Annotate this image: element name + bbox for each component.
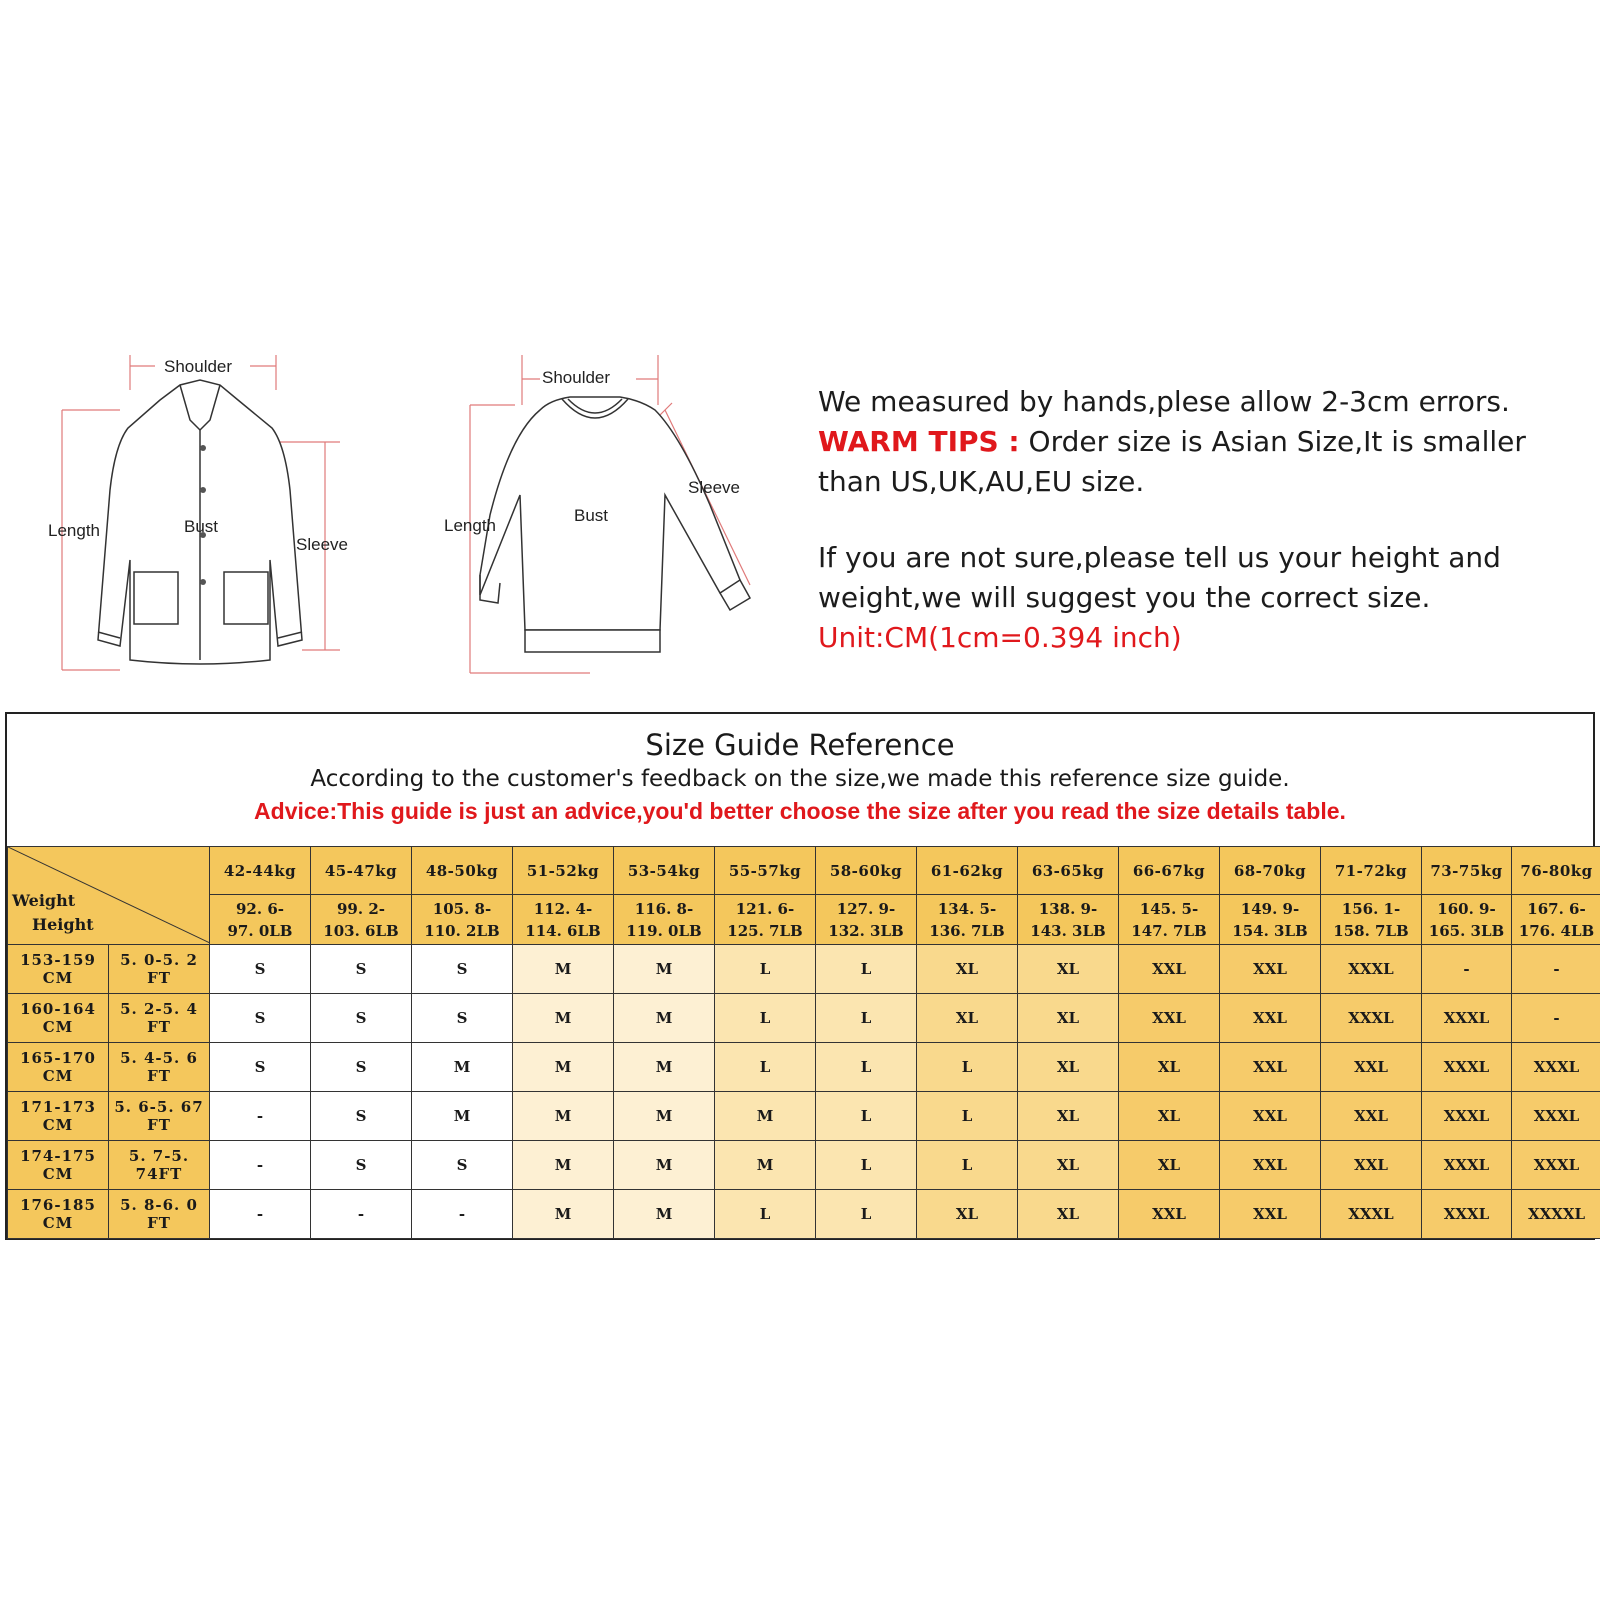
height-cm-cell: 153-159 CM <box>8 945 109 994</box>
size-cell: S <box>412 945 513 994</box>
size-cell: XXL <box>1119 1190 1220 1239</box>
size-cell: L <box>816 945 917 994</box>
table-row <box>8 994 1600 1043</box>
size-cell: XXXL <box>1512 1092 1600 1141</box>
size-cell: XL <box>917 994 1018 1043</box>
size-cell: XXL <box>1321 1092 1422 1141</box>
weight-kg-header: 51-52kg <box>513 847 614 895</box>
size-cell: M <box>513 1141 614 1190</box>
size-cell: M <box>715 1092 816 1141</box>
size-cell: XXXL <box>1422 1043 1512 1092</box>
jacket-diagram <box>40 350 360 680</box>
size-cell: XXXL <box>1512 1043 1600 1092</box>
size-cell: XXXL <box>1512 1141 1600 1190</box>
size-cell: L <box>816 994 917 1043</box>
weight-kg-header: 73-75kg <box>1422 847 1512 895</box>
weight-lb-header: 112. 4- 114. 6LB <box>513 895 614 945</box>
size-cell: M <box>513 945 614 994</box>
table-row <box>8 1092 1600 1141</box>
size-cell: - <box>210 1190 311 1239</box>
height-cm-cell: 165-170 CM <box>8 1043 109 1092</box>
table-row <box>8 1190 1600 1239</box>
size-cell: S <box>210 994 311 1043</box>
warm-tips-text: Order size is Asian Size,It is smaller than US,UK,AU,EU size. <box>818 425 1526 498</box>
size-cell: XL <box>1018 1043 1119 1092</box>
height-ft-cell: 5. 4-5. 6 FT <box>109 1043 210 1092</box>
jacket-bust-label: Bust <box>184 517 219 536</box>
size-cell: M <box>513 994 614 1043</box>
size-guide-header <box>7 714 1593 846</box>
size-cell: XXXL <box>1422 1190 1512 1239</box>
size-cell: M <box>513 1043 614 1092</box>
size-cell: XL <box>917 1190 1018 1239</box>
weight-lb-header: 149. 9- 154. 3LB <box>1220 895 1321 945</box>
weight-lb-header: 121. 6- 125. 7LB <box>715 895 816 945</box>
weight-lb-header: 105. 8- 110. 2LB <box>412 895 513 945</box>
height-cm-cell: 160-164 CM <box>8 994 109 1043</box>
size-guide-subtitle: According to the customer's feedback on the size,we made this reference size guide. <box>310 766 1290 792</box>
size-cell: XXXL <box>1321 945 1422 994</box>
size-cell: XXL <box>1321 1043 1422 1092</box>
size-cell: S <box>412 994 513 1043</box>
weight-kg-header: 61-62kg <box>917 847 1018 895</box>
size-cell: S <box>311 994 412 1043</box>
weight-kg-header: 58-60kg <box>816 847 917 895</box>
corner-height-label: Height <box>32 915 94 934</box>
size-cell: L <box>715 1190 816 1239</box>
size-cell: XXL <box>1220 994 1321 1043</box>
size-cell: S <box>311 1043 412 1092</box>
unit-note: Unit:CM(1cm=0.394 inch) <box>818 621 1182 654</box>
weight-lb-header: 160. 9- 165. 3LB <box>1422 895 1512 945</box>
size-cell: L <box>917 1092 1018 1141</box>
weight-kg-header: 55-57kg <box>715 847 816 895</box>
weight-kg-header: 68-70kg <box>1220 847 1321 895</box>
measure-note: We measured by hands,plese allow 2-3cm errors. <box>818 385 1510 418</box>
size-guide-title: Size Guide Reference <box>645 728 955 762</box>
size-cell: XXL <box>1220 1141 1321 1190</box>
size-cell: XL <box>917 945 1018 994</box>
weight-kg-header: 45-47kg <box>311 847 412 895</box>
size-cell: XXL <box>1220 1190 1321 1239</box>
size-cell: XXXL <box>1422 994 1512 1043</box>
size-cell: L <box>715 945 816 994</box>
size-cell: XXL <box>1220 945 1321 994</box>
sweater-shoulder-label: Shoulder <box>542 368 611 387</box>
size-cell: XXL <box>1119 945 1220 994</box>
table-row <box>8 1141 1600 1190</box>
size-cell: - <box>210 1092 311 1141</box>
weight-kg-header: 53-54kg <box>614 847 715 895</box>
suggestion-note: If you are not sure,please tell us your height and weight,we will suggest you the correct size. <box>818 541 1501 614</box>
size-cell: L <box>715 1043 816 1092</box>
height-ft-cell: 5. 7-5. 74FT <box>109 1141 210 1190</box>
size-cell: XL <box>1119 1043 1220 1092</box>
size-cell: M <box>614 1043 715 1092</box>
size-cell: - <box>412 1190 513 1239</box>
height-ft-cell: 5. 8-6. 0 FT <box>109 1190 210 1239</box>
size-cell: M <box>614 1092 715 1141</box>
sweater-bust-label: Bust <box>574 506 609 525</box>
size-cell: M <box>412 1092 513 1141</box>
size-cell: S <box>311 1092 412 1141</box>
size-cell: XXL <box>1220 1092 1321 1141</box>
size-cell: M <box>614 1141 715 1190</box>
size-cell: S <box>311 945 412 994</box>
height-ft-cell: 5. 0-5. 2 FT <box>109 945 210 994</box>
height-ft-cell: 5. 2-5. 4 FT <box>109 994 210 1043</box>
size-cell: XL <box>1018 1092 1119 1141</box>
warm-tips-label: WARM TIPS : <box>818 425 1020 458</box>
warm-tips <box>818 422 1578 502</box>
measurement-notes <box>818 382 1578 658</box>
weight-kg-header: 48-50kg <box>412 847 513 895</box>
jacket-length-label: Length <box>48 521 100 540</box>
size-cell: L <box>816 1190 917 1239</box>
size-cell: XXL <box>1220 1043 1321 1092</box>
jacket-sleeve-label: Sleeve <box>296 535 348 554</box>
size-cell: - <box>1512 945 1600 994</box>
height-cm-cell: 176-185 CM <box>8 1190 109 1239</box>
size-cell: M <box>412 1043 513 1092</box>
size-cell: XXXL <box>1321 994 1422 1043</box>
size-cell: - <box>311 1190 412 1239</box>
size-cell: M <box>614 994 715 1043</box>
size-cell: M <box>513 1190 614 1239</box>
size-cell: XL <box>1018 994 1119 1043</box>
size-cell: S <box>412 1141 513 1190</box>
size-cell: XL <box>1018 1190 1119 1239</box>
size-cell: XXXXL <box>1512 1190 1600 1239</box>
weight-kg-header: 63-65kg <box>1018 847 1119 895</box>
weight-kg-header: 76-80kg <box>1512 847 1600 895</box>
weight-lb-header: 92. 6- 97. 0LB <box>210 895 311 945</box>
corner-header <box>8 847 210 945</box>
size-cell: XXXL <box>1422 1092 1512 1141</box>
size-cell: L <box>816 1141 917 1190</box>
table-row <box>8 945 1600 994</box>
size-cell: XL <box>1018 1141 1119 1190</box>
height-ft-cell: 5. 6-5. 67 FT <box>109 1092 210 1141</box>
height-cm-cell: 174-175 CM <box>8 1141 109 1190</box>
size-cell: M <box>513 1092 614 1141</box>
size-cell: L <box>816 1092 917 1141</box>
size-cell: XXL <box>1119 994 1220 1043</box>
weight-kg-header: 42-44kg <box>210 847 311 895</box>
sweater-length-label: Length <box>444 516 496 535</box>
sweater-diagram <box>440 355 790 685</box>
size-cell: M <box>614 945 715 994</box>
size-cell: L <box>917 1141 1018 1190</box>
size-guide <box>5 712 1595 1240</box>
weight-lb-header: 138. 9- 143. 3LB <box>1018 895 1119 945</box>
size-cell: - <box>1512 994 1600 1043</box>
height-cm-cell: 171-173 CM <box>8 1092 109 1141</box>
jacket-shoulder-label: Shoulder <box>164 357 233 376</box>
weight-kg-header: 71-72kg <box>1321 847 1422 895</box>
weight-lb-header: 167. 6- 176. 4LB <box>1512 895 1600 945</box>
size-cell: L <box>816 1043 917 1092</box>
size-cell: XL <box>1119 1141 1220 1190</box>
weight-lb-header: 134. 5- 136. 7LB <box>917 895 1018 945</box>
table-row <box>8 1043 1600 1092</box>
size-cell: L <box>917 1043 1018 1092</box>
size-cell: M <box>715 1141 816 1190</box>
corner-weight-label: Weight <box>12 891 76 910</box>
weight-lb-header: 116. 8- 119. 0LB <box>614 895 715 945</box>
size-cell: XXXL <box>1422 1141 1512 1190</box>
sweater-sleeve-label: Sleeve <box>688 478 740 497</box>
weight-lb-header: 145. 5- 147. 7LB <box>1119 895 1220 945</box>
weight-lb-header: 156. 1- 158. 7LB <box>1321 895 1422 945</box>
size-table <box>7 846 1600 1239</box>
size-cell: S <box>311 1141 412 1190</box>
size-cell: M <box>614 1190 715 1239</box>
size-cell: XL <box>1119 1092 1220 1141</box>
size-cell: S <box>210 1043 311 1092</box>
size-cell: XL <box>1018 945 1119 994</box>
size-guide-advice: Advice:This guide is just an advice,you'd better choose the size after you read the size details table. <box>254 798 1346 824</box>
weight-kg-header: 66-67kg <box>1119 847 1220 895</box>
size-cell: - <box>210 1141 311 1190</box>
size-cell: S <box>210 945 311 994</box>
size-cell: XXL <box>1321 1141 1422 1190</box>
weight-lb-header: 127. 9- 132. 3LB <box>816 895 917 945</box>
size-cell: - <box>1422 945 1512 994</box>
weight-lb-header: 99. 2- 103. 6LB <box>311 895 412 945</box>
size-cell: XXXL <box>1321 1190 1422 1239</box>
size-cell: L <box>715 994 816 1043</box>
